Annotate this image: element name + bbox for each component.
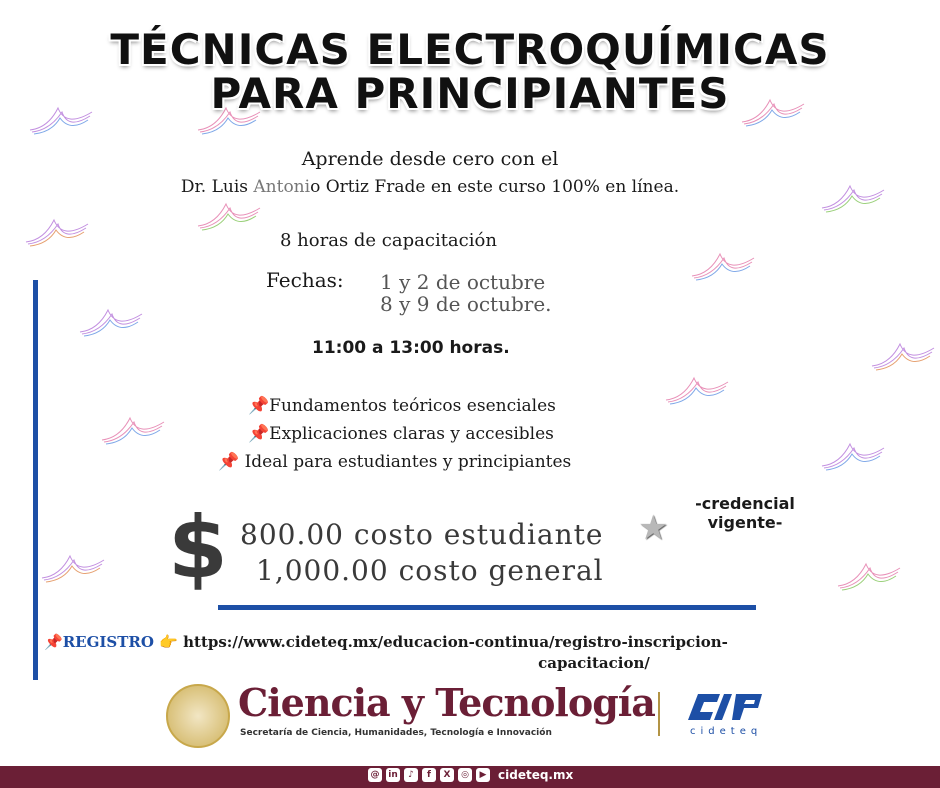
cideteq-wordmark: cideteq xyxy=(690,726,763,737)
voltammogram-decoration xyxy=(78,302,144,342)
star-icon: ★ xyxy=(638,508,669,548)
feature-text: Explicaciones claras y accesibles xyxy=(269,424,554,444)
mexico-emblem-icon xyxy=(166,684,230,748)
voltammogram-decoration xyxy=(664,370,730,410)
facebook-icon[interactable]: f xyxy=(422,768,436,782)
feature-item xyxy=(218,452,571,472)
instagram-icon[interactable]: ◎ xyxy=(458,768,472,782)
voltammogram-decoration xyxy=(870,336,936,376)
price-general: 1,000.00 costo general xyxy=(256,554,604,587)
feature-item xyxy=(248,424,554,444)
registration-url-line2: capacitacion/ xyxy=(538,654,650,672)
feature-text: Ideal para estudiantes y principiantes xyxy=(239,452,572,472)
linkedin-icon[interactable]: in xyxy=(386,768,400,782)
dollar-sign: $ xyxy=(168,498,228,598)
pushpin-icon: 📌 xyxy=(44,633,63,651)
duration-text: 8 horas de capacitación xyxy=(280,230,497,251)
registration-label: REGISTRO xyxy=(62,633,154,651)
pointing-hand-icon: 👉 xyxy=(159,633,178,651)
secretaria-text: Secretaría de Ciencia, Humanidades, Tecnología e Innovación xyxy=(240,728,552,738)
pushpin-icon: 📌 xyxy=(218,452,240,472)
voltammogram-decoration xyxy=(40,548,106,588)
youtube-icon[interactable]: ▶ xyxy=(476,768,490,782)
voltammogram-decoration xyxy=(690,246,756,286)
blue-vertical-line xyxy=(33,280,38,680)
intro-line1: Aprende desde cero con el xyxy=(301,148,559,170)
voltammogram-decoration xyxy=(820,436,886,476)
logo-separator xyxy=(658,692,660,736)
ciencia-tecnologia-logo: Ciencia y Tecnología xyxy=(238,680,655,725)
cideteq-logo-icon xyxy=(680,690,770,724)
social-links xyxy=(368,768,573,782)
intro-line2-pre: Dr. Luis xyxy=(180,177,254,197)
credential-line1: -credencial xyxy=(695,494,795,513)
registration-url-line1: https://www.cideteq.mx/educacion-continua/registro-inscripcion- xyxy=(183,633,728,651)
threads-icon[interactable]: @ xyxy=(368,768,382,782)
intro-line2-name: Antoni xyxy=(253,177,311,197)
dates-label: Fechas: xyxy=(266,268,344,292)
page-title-line2: PARA PRINCIPIANTES xyxy=(210,69,730,118)
credential-line2: vigente- xyxy=(707,513,783,532)
feature-text: Fundamentos teóricos esenciales xyxy=(269,396,556,416)
voltammogram-decoration xyxy=(24,212,90,252)
voltammogram-decoration xyxy=(196,196,262,236)
dates-first: 1 y 2 de octubre xyxy=(380,270,546,294)
blue-horizontal-line xyxy=(218,605,756,610)
page-title-line1: TÉCNICAS ELECTROQUÍMICAS xyxy=(110,25,830,74)
x-icon[interactable]: X xyxy=(440,768,454,782)
footer-website[interactable]: cideteq.mx xyxy=(498,768,574,782)
intro-line2 xyxy=(0,177,860,197)
price-student: 800.00 costo estudiante xyxy=(240,518,604,551)
feature-item xyxy=(248,396,556,416)
schedule-time: 11:00 a 13:00 horas. xyxy=(312,338,510,358)
pushpin-icon: 📌 xyxy=(248,396,270,416)
intro-line2-post: o Ortiz Frade en este curso 100% en línea. xyxy=(310,177,680,197)
tiktok-icon[interactable]: ♪ xyxy=(404,768,418,782)
voltammogram-decoration xyxy=(100,410,166,450)
credential-note xyxy=(680,494,810,532)
voltammogram-decoration xyxy=(836,556,902,596)
registration-block xyxy=(44,632,924,674)
dates-second: 8 y 9 de octubre. xyxy=(380,292,552,316)
pushpin-icon: 📌 xyxy=(248,424,270,444)
